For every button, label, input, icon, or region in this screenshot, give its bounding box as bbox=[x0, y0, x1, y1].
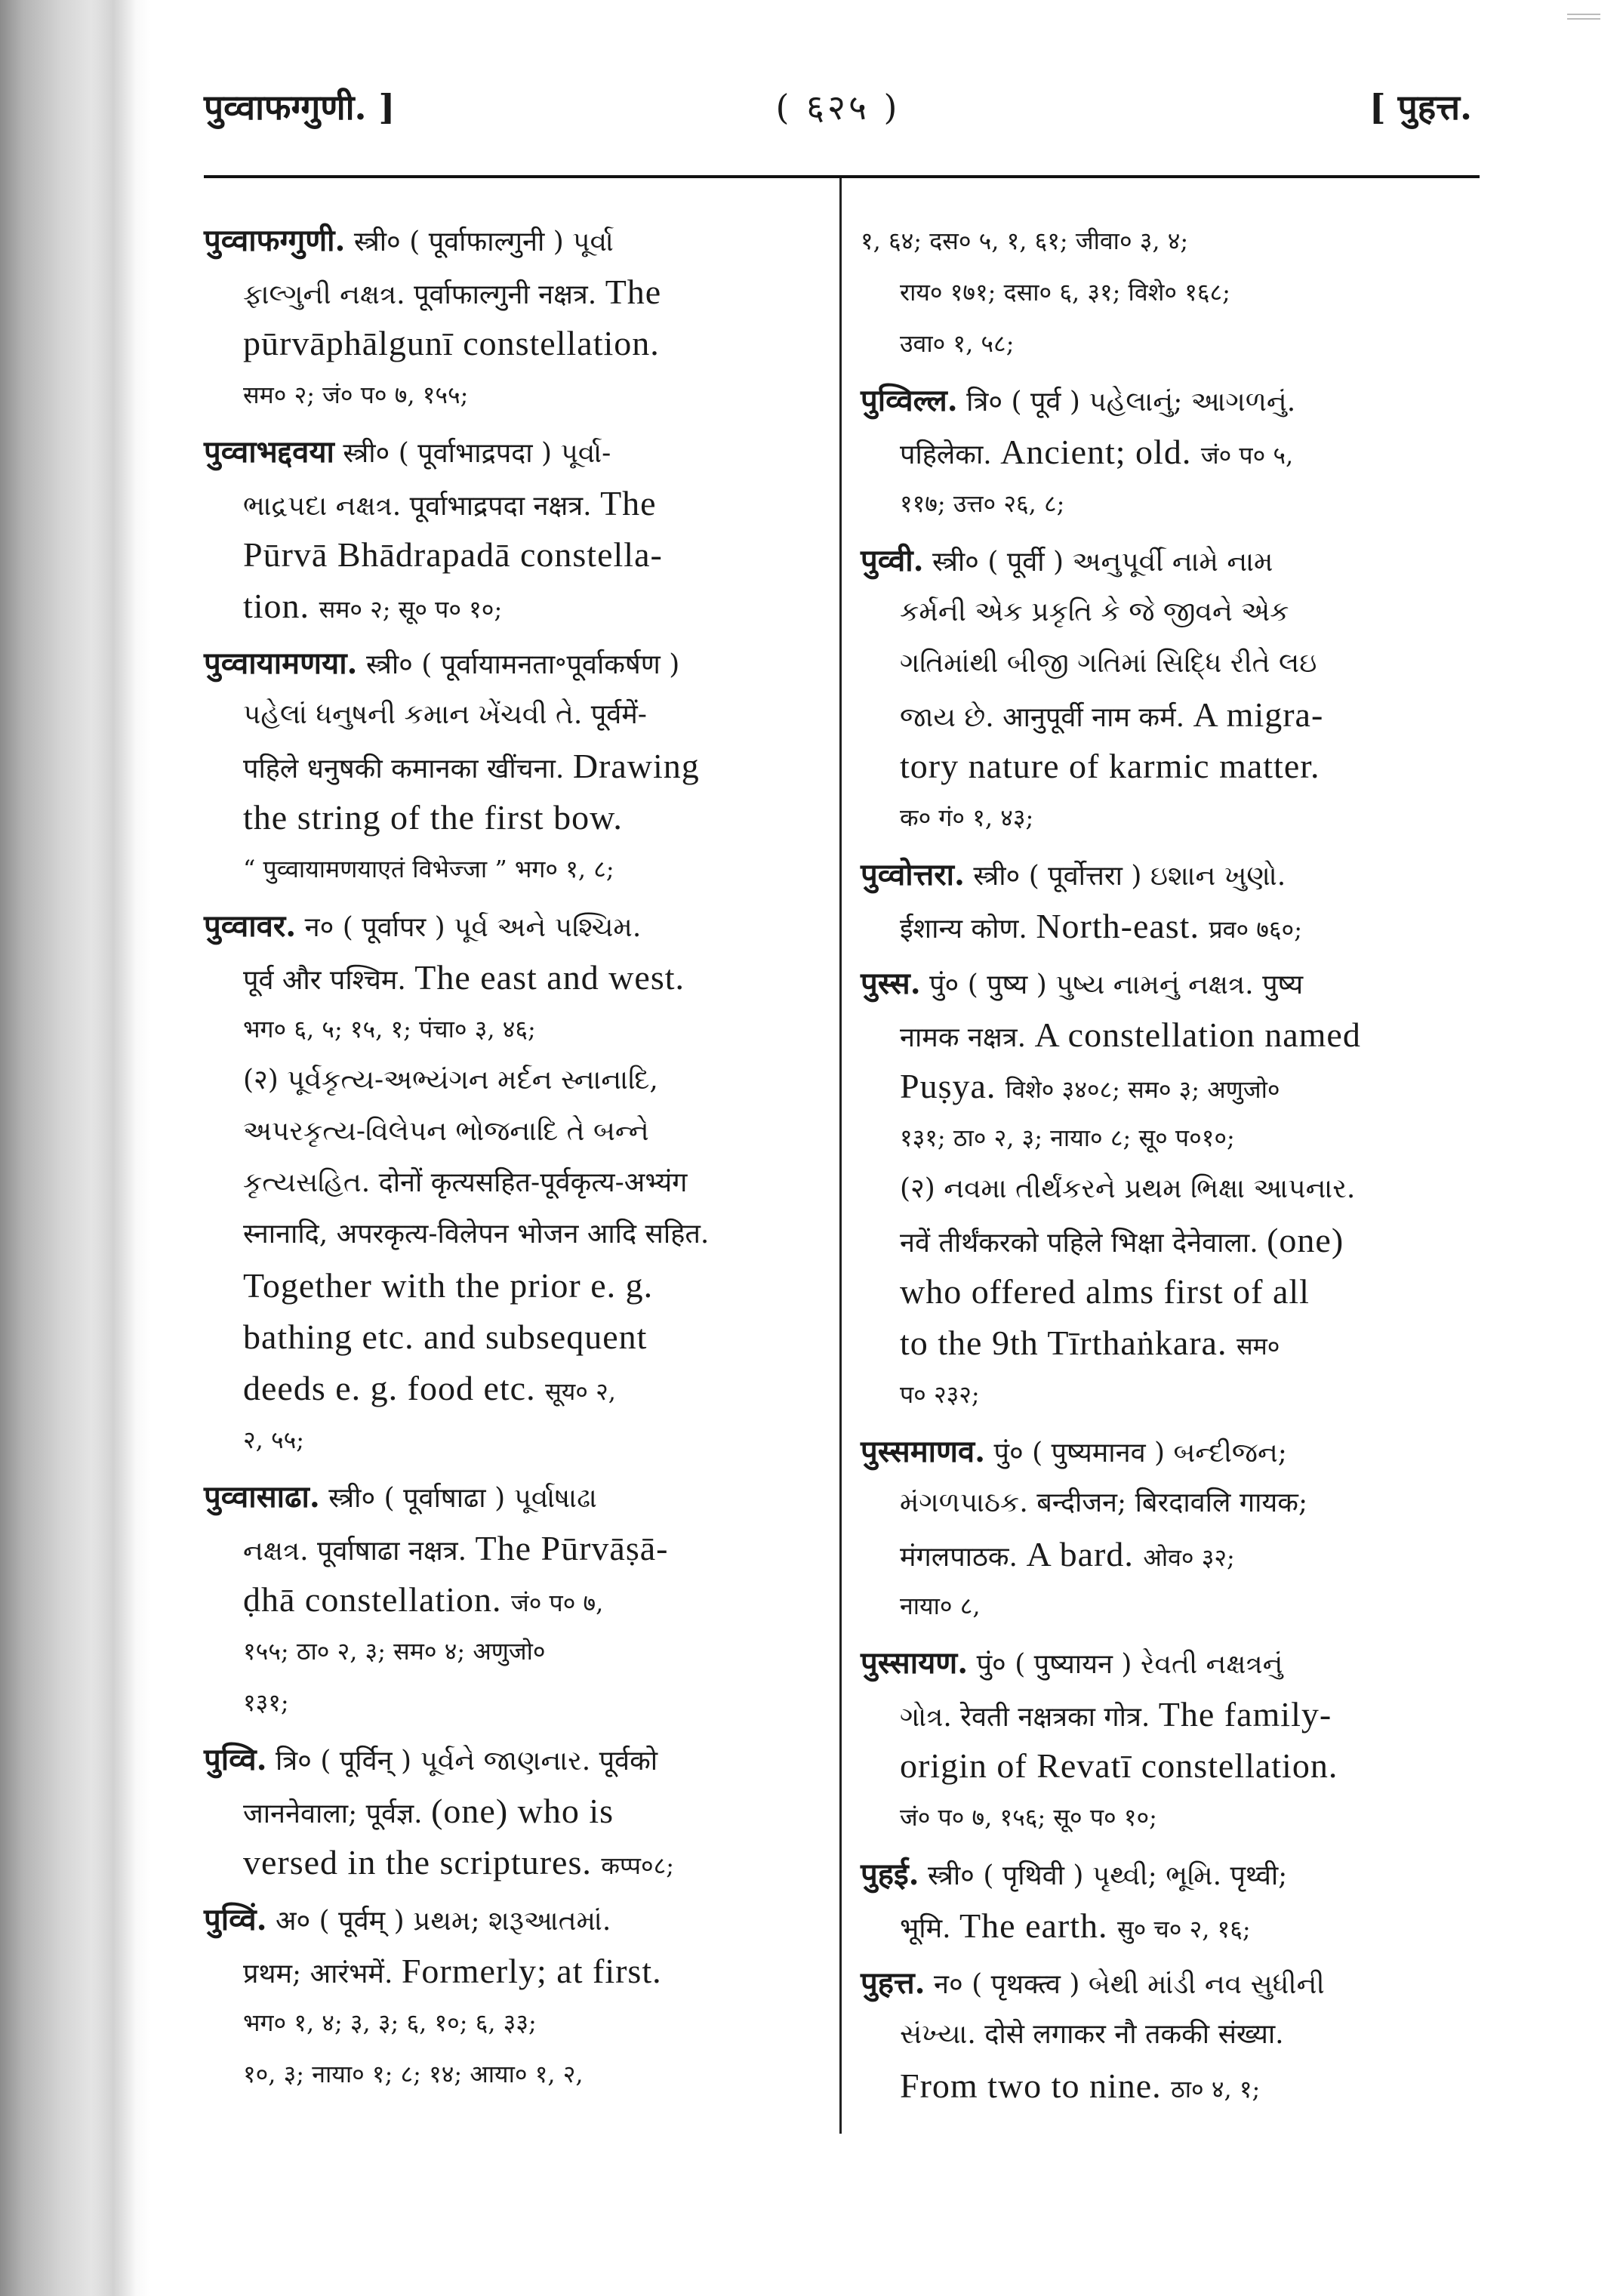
gloss-text: અપરકૃત્ય-વિલેપન ભોજનાદિ તે બન્ને bbox=[243, 1116, 649, 1147]
citation: भग० १, ४; ३, ३; ६, १०; ६, ३३; bbox=[243, 2008, 537, 2037]
gloss-text: न० ( पूर्वापर ) પૂર્વ અને પશ્ચિમ. bbox=[296, 912, 642, 943]
gloss-text: स्नानादि, अपरकृत्य-विलेपन भोजन आदि सहित. bbox=[243, 1219, 710, 1250]
entry-line bbox=[204, 1157, 823, 1209]
entry-line bbox=[861, 741, 1480, 792]
gloss-text: પહેલાં ધનુષની કમાન ખેંચવી તે. पूर्वमें- bbox=[243, 699, 647, 730]
entry-line bbox=[204, 529, 823, 581]
english-gloss: The bbox=[605, 273, 662, 311]
english-gloss: The family- bbox=[1158, 1695, 1332, 1734]
gloss-text: स्त्री० ( पूर्वाफाल्गुनी ) પૂર્વા bbox=[345, 227, 614, 257]
citation: १५५; ठा० २, ३; सम० ४; अणुजो० bbox=[243, 1637, 546, 1666]
english-gloss: bathing etc. and subsequent bbox=[243, 1318, 648, 1356]
citation: कप्प०८; bbox=[601, 1851, 675, 1880]
entry-line bbox=[204, 741, 823, 792]
gloss-text: नामक नक्षत्र. bbox=[900, 1022, 1035, 1053]
english-gloss: versed in the scriptures. bbox=[243, 1843, 602, 1881]
gloss-text: (२) નવમા તીર્થંકરને પ્રથમ ભિક્ષા આપનાર. bbox=[900, 1173, 1356, 1204]
english-gloss: Formerly; at first. bbox=[401, 1952, 662, 1990]
citation: १, ६४; दस० ५, १, ६१; जीवा० ३, ४; bbox=[861, 227, 1189, 255]
entry-first-line bbox=[204, 215, 823, 267]
gloss-text: त्रि० ( पूर्विन् ) પૂર્વને જાણનાર. पूर्वको bbox=[266, 1746, 658, 1777]
gloss-text: स्त्री० ( पृथिवी ) પૃથ્વી; ભૂમિ. पृथ्वी; bbox=[919, 1860, 1288, 1891]
gloss-text: पुं० ( पुष्यायन ) રેવતી નક્ષત્રનું bbox=[968, 1649, 1283, 1680]
entry-line bbox=[204, 1003, 823, 1055]
entry-line bbox=[204, 267, 823, 318]
entry-first-line bbox=[861, 1426, 1480, 1478]
citation: “ पुव्वायामणयाएतं विभेज्जा ” भग० १, ८; bbox=[243, 855, 614, 883]
entry-line bbox=[204, 1786, 823, 1837]
dictionary-entry bbox=[204, 901, 823, 1465]
entry-line bbox=[204, 1837, 823, 1888]
entry-headword: पुव्वोत्तरा. bbox=[861, 857, 965, 892]
entry-first-line bbox=[861, 1958, 1480, 2009]
citation: ओव० ३२; bbox=[1143, 1543, 1235, 1572]
entry-line bbox=[204, 1626, 823, 1677]
entry-line bbox=[861, 901, 1480, 952]
gloss-text: સંખ્યા. दोसे लगाकर नौ तककी संख्या. bbox=[900, 2019, 1284, 2050]
page-header bbox=[204, 83, 1472, 151]
entry-line bbox=[204, 1574, 823, 1626]
entry-headword: पुव्वाभद्दवया bbox=[204, 434, 334, 470]
dictionary-entry bbox=[861, 215, 1480, 369]
entry-line bbox=[861, 2009, 1480, 2060]
english-gloss: Pūrvā Bhādrapadā constella- bbox=[243, 535, 663, 574]
dictionary-entry bbox=[861, 535, 1480, 843]
citation: १३१; bbox=[243, 1688, 289, 1717]
english-gloss: deeds e. g. food etc. bbox=[243, 1369, 546, 1407]
gloss-text: नवें तीर्थंकरको पहिले भिक्षा देनेवाला. bbox=[900, 1228, 1267, 1259]
dictionary-entry bbox=[204, 1894, 823, 2100]
gloss-text: पुं० ( पुष्य ) પુષ્ય નામનું નક્ષત્ર. पुष्य bbox=[920, 969, 1304, 1000]
entry-first-line bbox=[861, 1849, 1480, 1900]
english-gloss: Ancient; old. bbox=[1000, 433, 1201, 471]
english-gloss: tory nature of karmic matter. bbox=[900, 747, 1320, 785]
english-gloss: A constellation named bbox=[1034, 1015, 1361, 1054]
entry-first-line bbox=[861, 958, 1480, 1009]
citation: क० गं० १, ४३; bbox=[900, 803, 1034, 832]
entry-headword: पुहई. bbox=[861, 1857, 919, 1892]
entry-line bbox=[861, 1478, 1480, 1529]
entry-line bbox=[861, 1740, 1480, 1792]
citation: १३१; ठा० २, ३; नाया० ८; सू० प०१०; bbox=[900, 1123, 1235, 1152]
entry-first-line bbox=[204, 1472, 823, 1523]
citation: सम० २; जं० प० ७, १५५; bbox=[243, 381, 469, 409]
entry-first-line bbox=[204, 1734, 823, 1786]
entry-first-line bbox=[861, 535, 1480, 587]
entry-first-line bbox=[861, 849, 1480, 901]
english-gloss: ḍhā constellation. bbox=[243, 1580, 511, 1619]
citation: २, ५५; bbox=[243, 1425, 305, 1454]
entry-line bbox=[204, 1209, 823, 1260]
gloss-text: स्त्री० ( पूर्वाषाढा ) પૂર્વાષાઢા bbox=[319, 1483, 597, 1514]
english-gloss: pūrvāphālgunī constellation. bbox=[243, 324, 660, 362]
entry-line bbox=[861, 689, 1480, 741]
entry-line bbox=[861, 427, 1480, 478]
entry-first-line bbox=[204, 1894, 823, 1946]
entry-line bbox=[861, 2060, 1480, 2112]
citation: सु० च० २, १६; bbox=[1117, 1915, 1251, 1943]
english-gloss: (one) bbox=[1267, 1221, 1344, 1259]
english-gloss: Together with the prior e. g. bbox=[243, 1266, 654, 1305]
entry-line bbox=[861, 1009, 1480, 1061]
gloss-text: ગતિમાંથી બીજી ગતિમાં સિદ્ધિ રીતે લઇ bbox=[900, 648, 1317, 679]
citation: १०, ३; नाया० १; ८; १४; आया० १, २, bbox=[243, 2060, 584, 2088]
entry-line bbox=[861, 792, 1480, 843]
gloss-text: કર્મની એક પ્રકૃતિ કે જે જીવને એક bbox=[900, 596, 1289, 627]
dictionary-entry bbox=[861, 849, 1480, 952]
right-column bbox=[861, 215, 1480, 2118]
entry-line bbox=[204, 952, 823, 1003]
entry-headword: पुस्स. bbox=[861, 966, 921, 1001]
english-gloss: A bard. bbox=[1026, 1535, 1144, 1573]
entry-line bbox=[861, 1318, 1480, 1369]
citation: सम० २; सू० प० १०; bbox=[319, 595, 503, 624]
dictionary-entry bbox=[861, 375, 1480, 529]
entry-headword: पुव्वासाढा. bbox=[204, 1479, 320, 1515]
entry-line bbox=[861, 1061, 1480, 1112]
entry-line bbox=[204, 1523, 823, 1574]
citation: जं० प० ५, bbox=[1200, 441, 1294, 470]
gloss-text: ईशान्य कोण. bbox=[900, 914, 1036, 945]
gloss-text: નક્ષત્ર. पूर्वाषाढा नक्षत्र. bbox=[243, 1536, 476, 1567]
english-gloss: to the 9th Tīrthaṅkara. bbox=[900, 1324, 1236, 1362]
entry-first-line bbox=[204, 901, 823, 952]
gloss-text: स्त्री० ( पूर्वी ) અનુપૂર્વી નામે નામ bbox=[923, 547, 1273, 578]
dictionary-entry bbox=[204, 427, 823, 632]
english-gloss: origin of Revatī constellation. bbox=[900, 1746, 1338, 1785]
english-gloss: tion. bbox=[243, 587, 319, 625]
header-rule bbox=[204, 175, 1480, 178]
english-gloss: The Pūrvāṣā- bbox=[475, 1529, 669, 1567]
gloss-text: अ० ( पूर्वम् ) પ્રથમ; શરૂઆતમાં. bbox=[266, 1906, 611, 1937]
dictionary-entry bbox=[861, 958, 1480, 1420]
dictionary-entry bbox=[204, 638, 823, 895]
entry-line bbox=[861, 478, 1480, 529]
entry-line bbox=[861, 1529, 1480, 1580]
entry-line bbox=[861, 318, 1480, 369]
entry-line bbox=[861, 1215, 1480, 1266]
entry-line bbox=[861, 267, 1480, 318]
citation: विशे० ३४०८; सम० ३; अणुजो० bbox=[1005, 1075, 1280, 1104]
gloss-text: स्त्री० ( पूर्वाभाद्रपदा ) પૂર્વા- bbox=[334, 438, 611, 469]
entry-headword: पुहत्त. bbox=[861, 1965, 925, 2001]
entry-line bbox=[204, 1677, 823, 1728]
gloss-text: पूर्व और पश्चिम. bbox=[243, 965, 415, 996]
entry-line bbox=[204, 792, 823, 843]
entry-line bbox=[861, 1163, 1480, 1215]
gloss-text: मंगलपाठक. bbox=[900, 1542, 1027, 1573]
gloss-text: पहिलेका. bbox=[900, 439, 1001, 470]
entry-first-line bbox=[861, 215, 1480, 267]
entry-headword: पुव्वाफग्गुणी. bbox=[204, 223, 346, 258]
citation: सूय० २, bbox=[545, 1377, 616, 1406]
gloss-text: पहिले धनुषकी कमानका खींचना. bbox=[243, 754, 573, 784]
gloss-text: કૃત્યસહિત. दोनों कृत्यसहित-पूर्वकृत्य-अभ्यंग bbox=[243, 1167, 688, 1198]
english-gloss: Puṣya. bbox=[900, 1067, 1006, 1105]
gloss-text: (२) પૂર્વકૃત્ય-અભ્યંગન મર્દન સ્નાનાદિ, bbox=[243, 1065, 658, 1096]
english-gloss: who offered alms first of all bbox=[900, 1272, 1310, 1311]
entry-line bbox=[861, 1792, 1480, 1843]
entry-first-line bbox=[204, 638, 823, 689]
entry-line bbox=[204, 1260, 823, 1311]
english-gloss: The bbox=[600, 484, 657, 522]
entry-headword: पुस्सायण. bbox=[861, 1645, 969, 1681]
entry-line bbox=[861, 587, 1480, 638]
citation: भग० ६, ५; १५, १; पंचा० ३, ४६; bbox=[243, 1015, 536, 1043]
dictionary-entry bbox=[861, 1958, 1480, 2112]
left-column bbox=[204, 215, 823, 2106]
dictionary-entry bbox=[861, 1849, 1480, 1952]
entry-first-line bbox=[861, 375, 1480, 427]
entry-line bbox=[204, 843, 823, 895]
citation: उवा० १, ५८; bbox=[900, 329, 1015, 358]
citation: सम० bbox=[1236, 1332, 1280, 1361]
dictionary-entry bbox=[204, 215, 823, 421]
entry-headword: पुव्वावर. bbox=[204, 908, 297, 944]
entry-line bbox=[204, 1311, 823, 1363]
entry-line bbox=[204, 1055, 823, 1106]
entry-line bbox=[204, 1106, 823, 1157]
entry-headword: पुस्समाणव. bbox=[861, 1434, 986, 1469]
citation: जं० प० ७, bbox=[510, 1589, 604, 1617]
gloss-text: ગોત્ર. रेवती नक्षत्रका गोत्र. bbox=[900, 1702, 1159, 1733]
entry-line bbox=[204, 1997, 823, 2048]
english-gloss: the string of the first bow. bbox=[243, 798, 623, 837]
entry-line bbox=[861, 1580, 1480, 1632]
gloss-text: त्रि० ( पूर्व ) પહેલાનું; આગળનું. bbox=[957, 387, 1296, 418]
header-first-word: पुव्वाफग्गुणी. ] bbox=[204, 87, 396, 128]
citation: ठा० ४, १; bbox=[1171, 2075, 1261, 2103]
entry-headword: पुव्वि. bbox=[204, 1742, 267, 1777]
scan-binding-shadow bbox=[91, 0, 136, 2296]
gloss-text: स्त्री० ( पूर्वायामनता॰पूर्वाकर्षण ) bbox=[357, 649, 680, 680]
entry-line bbox=[861, 1900, 1480, 1952]
page-number: ( ६२५ ) bbox=[775, 87, 901, 128]
gloss-text: स्त्री० ( पूर्वोत्तरा ) ઇશાન ખુણો. bbox=[964, 861, 1286, 892]
citation: प्रव० ७६०; bbox=[1209, 915, 1302, 944]
dictionary-entry bbox=[861, 1638, 1480, 1843]
english-gloss: (one) who is bbox=[431, 1792, 614, 1830]
english-gloss: From two to nine. bbox=[900, 2066, 1172, 2105]
gloss-text: प्रथम; आरंभमें. bbox=[243, 1959, 402, 1989]
entry-line bbox=[204, 1363, 823, 1414]
citation: प० २३२; bbox=[900, 1380, 980, 1409]
entry-line bbox=[204, 318, 823, 369]
entry-line bbox=[204, 2048, 823, 2100]
dictionary-entry bbox=[204, 1734, 823, 1888]
entry-headword: पुव्वी. bbox=[861, 543, 924, 578]
entry-first-line bbox=[861, 1638, 1480, 1689]
gloss-text: જાય છે. आनुपूर्वी नाम कर्म. bbox=[900, 702, 1193, 733]
english-gloss: North-east. bbox=[1036, 907, 1209, 945]
entry-line bbox=[204, 1414, 823, 1465]
gloss-text: ફાલ્ગુની નક્ષત્ર. पूर्वाफाल्गुनी नक्षत्र. bbox=[243, 279, 605, 310]
entry-line bbox=[861, 1369, 1480, 1420]
gloss-text: મંગળપાઠક. बन्दीजन; बिरदावलि गायक; bbox=[900, 1487, 1308, 1518]
english-gloss: Drawing bbox=[572, 747, 700, 785]
entry-headword: पुव्वायामणया. bbox=[204, 646, 358, 681]
citation: ११७; उत्त० २६, ८; bbox=[900, 489, 1065, 518]
citation: राय० १७१; दसा० ६, ३१; विशे० १६८; bbox=[900, 278, 1230, 307]
citation: जं० प० ७, १५६; सू० प० १०; bbox=[900, 1803, 1157, 1832]
entry-line bbox=[204, 689, 823, 741]
entry-line bbox=[861, 638, 1480, 689]
gloss-text: जाननेवाला; पूर्वज्ञ. bbox=[243, 1798, 432, 1829]
entry-line bbox=[204, 369, 823, 421]
entry-headword: पुव्विं. bbox=[204, 1902, 267, 1937]
scan-corner-mark bbox=[1567, 14, 1600, 20]
gloss-text: पुं० ( पुष्यमानव ) બન્દીજન; bbox=[985, 1438, 1287, 1469]
entry-headword: पुव्विल्ल. bbox=[861, 383, 958, 418]
english-gloss: A migra- bbox=[1193, 695, 1324, 734]
entry-line bbox=[861, 1112, 1480, 1163]
english-gloss: The earth. bbox=[959, 1906, 1117, 1945]
column-divider bbox=[839, 178, 842, 2134]
english-gloss: The east and west. bbox=[414, 958, 685, 997]
citation: नाया० ८, bbox=[900, 1592, 981, 1620]
gloss-text: भूमि. bbox=[900, 1913, 960, 1944]
dictionary-entry bbox=[204, 1472, 823, 1728]
gloss-text: ભાદ્રપદા નક્ષત્ર. पूर्वाभाद्रपदा नक्षत्र. bbox=[243, 491, 601, 522]
gloss-text: न० ( पृथक्त्व ) બેથી માંડી નવ સુધીની bbox=[925, 1969, 1325, 2000]
dictionary-entry bbox=[861, 1426, 1480, 1632]
entry-line bbox=[204, 1946, 823, 1997]
entry-line bbox=[861, 1689, 1480, 1740]
header-last-word: [ पुहत्त. bbox=[1369, 87, 1472, 128]
entry-line bbox=[861, 1266, 1480, 1318]
entry-line bbox=[204, 581, 823, 632]
entry-first-line bbox=[204, 427, 823, 478]
entry-line bbox=[204, 478, 823, 529]
